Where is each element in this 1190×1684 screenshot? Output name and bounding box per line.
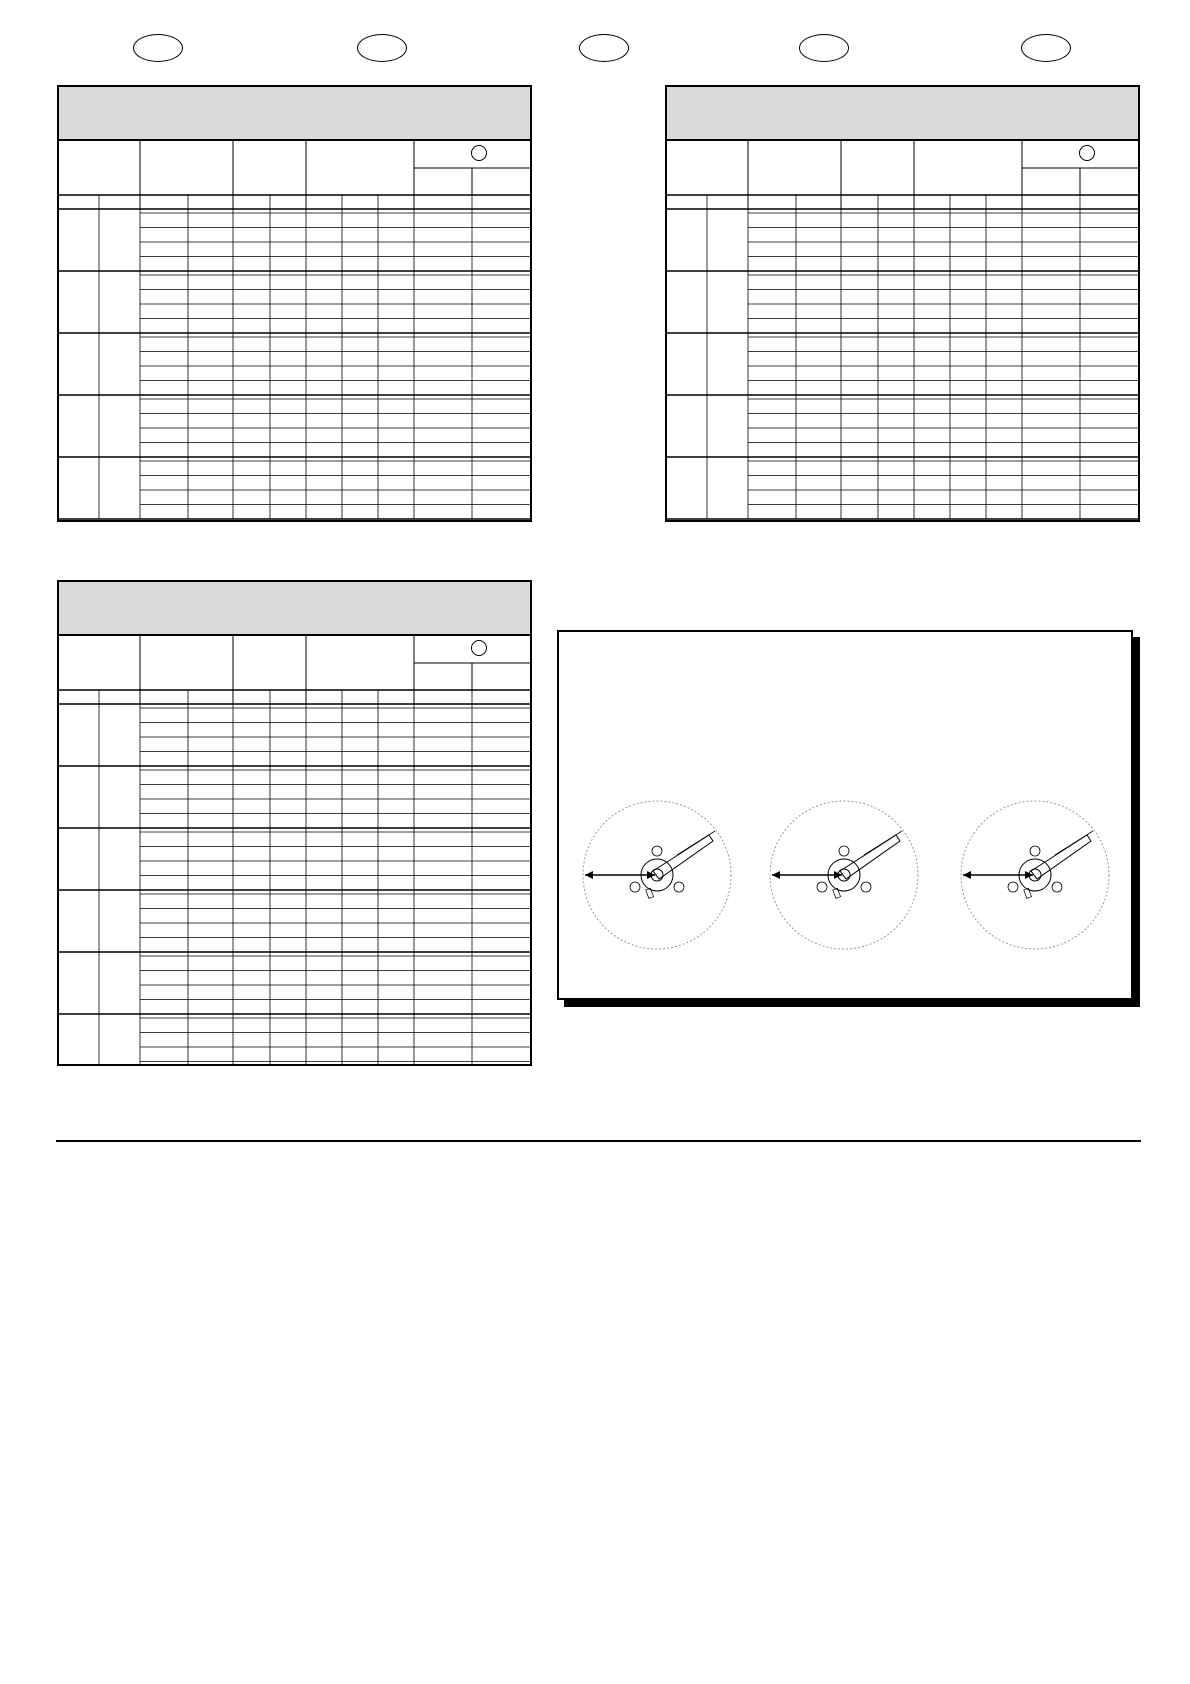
table-header-band	[59, 582, 530, 636]
table-bottom-left	[57, 580, 532, 1066]
arrow-head-left	[772, 871, 780, 879]
table-top-left	[57, 85, 532, 522]
header-ovals	[0, 34, 1190, 66]
table-header-band	[667, 87, 1138, 141]
unit-circle-icon	[471, 145, 487, 161]
mount-lug	[861, 882, 871, 892]
mount-lug	[630, 882, 640, 892]
language-badge-1	[133, 34, 183, 62]
mount-lug	[1030, 846, 1040, 856]
mount-lug	[674, 882, 684, 892]
table-top-right	[665, 85, 1140, 522]
mount-lug	[1008, 882, 1018, 892]
diagram-panel	[557, 630, 1133, 1000]
table-grid	[59, 141, 530, 522]
language-badge-5	[1021, 34, 1071, 62]
tap-position-figure-2	[770, 801, 918, 949]
unit-circle-icon	[1079, 145, 1095, 161]
tap-diagrams	[559, 632, 1131, 998]
tap-position-figure-3	[961, 801, 1109, 949]
table-grid	[667, 141, 1138, 522]
language-badge-2	[357, 34, 407, 62]
unit-circle-icon	[471, 640, 487, 656]
arrow-head-left	[963, 871, 971, 879]
mount-lug	[652, 846, 662, 856]
language-badge-4	[799, 34, 849, 62]
horizontal-divider	[56, 1140, 1141, 1142]
arrow-head-left	[585, 871, 593, 879]
mount-lug	[839, 846, 849, 856]
table-header-band	[59, 87, 530, 141]
language-badge-3	[579, 34, 629, 62]
mount-lug	[1052, 882, 1062, 892]
mount-lug	[817, 882, 827, 892]
tap-position-figure-1	[583, 801, 731, 949]
table-grid	[59, 636, 530, 1066]
